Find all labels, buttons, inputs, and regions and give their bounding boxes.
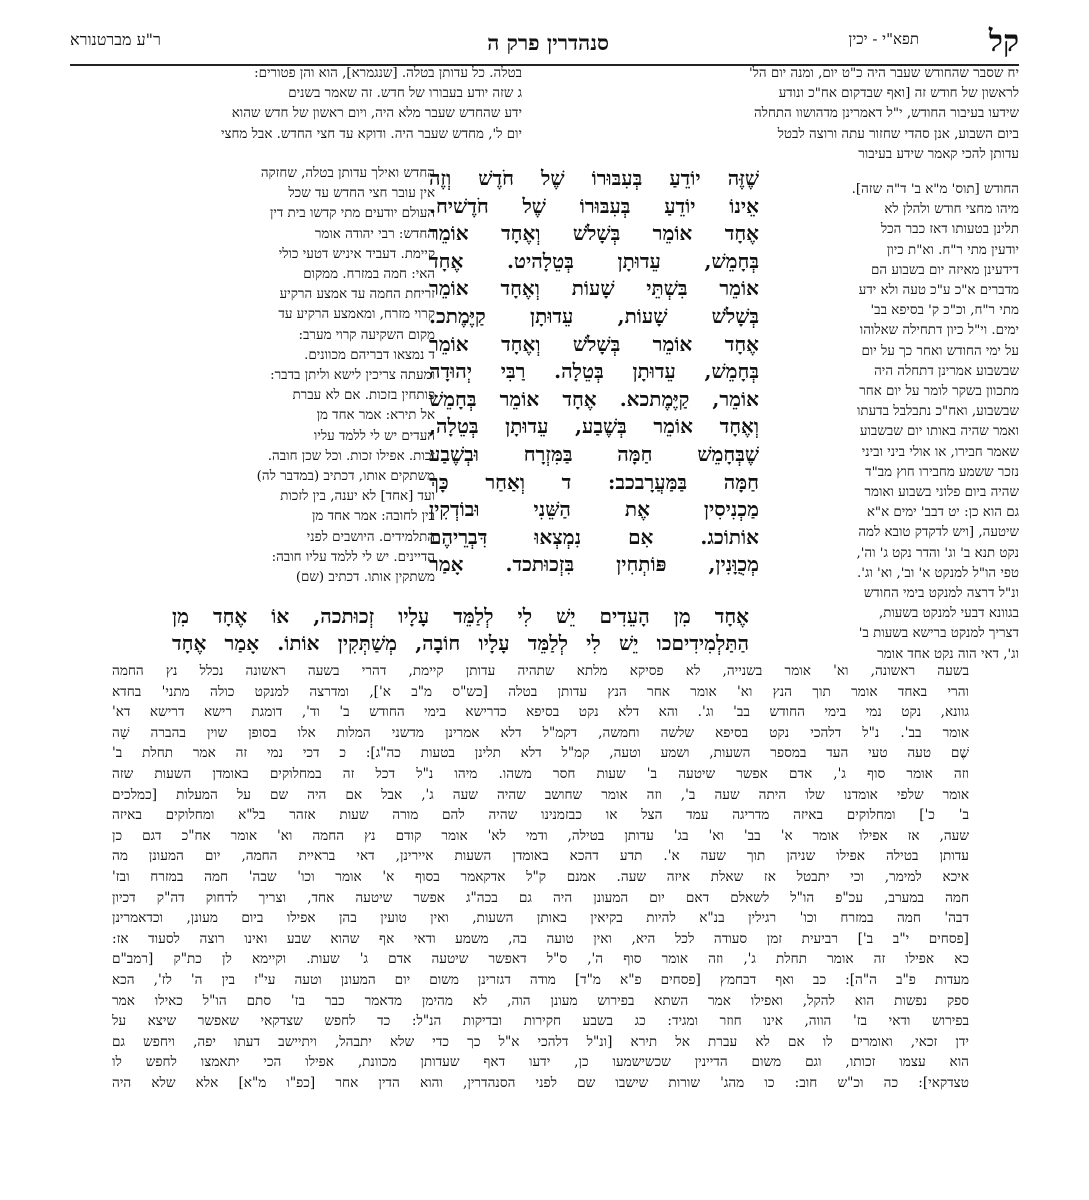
commentary-line: טפי הו"ל למנקט א' וב', וא' וג'. — [857, 565, 1019, 581]
commentary-line: וג', דאי הוה נקט אחד אומר — [877, 646, 1019, 662]
commentary-line: זכות. אפילו זכות. וכל שכן חובה. — [267, 448, 435, 464]
yachin-commentary-top — [529, 64, 1019, 165]
commentary-line: חמה במערב, עכ"פ הו"ל לשאלם דאם יום המעונן היה גם בכה"ג אפשר שיטעה אחד, וצריך לדחוק דה"ק דכיון — [112, 889, 969, 906]
mishnah-line: אֶחָד אוֹמֵר בְּשָׁלֹשׁ וְאֶחָד אוֹמֵר — [429, 221, 759, 246]
commentary-line: שיטעה, [ויש לדקדק טובא למה — [858, 525, 1019, 541]
commentary-line: מיהו מחצי חודש ולהלן לא — [884, 202, 1019, 218]
page-header — [70, 26, 1019, 66]
commentary-line: קיימת. דעביד איניש דטעי כולי — [278, 246, 435, 262]
commentary-line: ד נמצאו דבריהם מכוונים. — [304, 347, 435, 363]
mishnah-line: אֶחָד אוֹמֵר בְּשָׁלֹשׁ וְאֶחָד אוֹמֵר — [429, 331, 759, 356]
commentary-line: מקום השקיעה קרוי מערב: — [298, 327, 435, 343]
commentary-line: טצדקאי]: כה וכ"ש חוב: כו מהג' שורות שישבו שם לפני הסנהדרין, והוא הדין אחר [כפ"ו מ"א] אלא שלא היה — [112, 1074, 969, 1091]
commentary-line: הדיינים. יש לי ללמד עליו חובה: — [271, 549, 435, 565]
tractate-chapter-title: סנהדרין פרק ה — [487, 30, 609, 55]
commentary-line: בפירוש ודאי בז' הווה, אינו חוזר ומגיד: כג בשבע חקירות ובדיקות הנ"ל: כד לחפש שצדקאי שאפשר שיצא על — [112, 1013, 969, 1030]
commentary-line: עדותן בטילה אפילו שניהן תוך שעה א'. תדע דהכא באומדן השעות איירינן, דאי בראיית החמה, יום המעונן מה — [112, 848, 969, 865]
commentary-line: ג שזה יודע בעבורו של חדש. זה שאמר בשנים — [288, 86, 522, 102]
commentary-line: ונ"ל דרצה למנקט בימי החודש — [863, 586, 1019, 602]
commentary-line: אל תירא: אמר אחד מן — [316, 408, 435, 424]
mishnah-line: חַמָּה בַּמַּעֲרָבכב: ד וְאַחַר כָּךְ — [429, 469, 759, 494]
commentary-line: יודעין מתי ר"ח. וא"ת כיון — [886, 242, 1019, 258]
commentary-line: שֶׁם טעה טעי העד במספר השעות, ושמע וטעה, קמ"ל דלא תלינן בטעות כה"ג]: כ דכי נמי זה אמר תחלת ב' — [112, 745, 969, 762]
mishnah-line: אֶחָד מִן הָעֵדִים יֵשׁ לִי לְלַמֵּד עָלָיו זְכוּתכה, אוֹ אֶחָד מִן — [172, 604, 749, 628]
commentary-line: יח שסבר שהחודש שעבר היה כ"ט יום, ומנה יום הל' — [748, 66, 1019, 81]
commentary-line: התלמידים. היושבים לפני — [306, 529, 435, 545]
commentary-line: פותחין בזכות. אם לא עברת — [292, 388, 435, 404]
mishnah-line: בְּשָׁלֹשׁ שָׁעוֹת, עֵדוּתָן קַיֶּמֶתכ. — [429, 303, 759, 328]
commentary-line: הוא עצמו זכותו, וגם משום הדיינין שכשישמעו כן, ידעו דאף שעדותן מכוונת, אפילו הכי יתאמצו לחפש לו — [112, 1054, 969, 1071]
page-number: קל — [988, 24, 1019, 59]
commentary-line: בשעה ראשונה, וא' אומר בשנייה, לא פסיקא מלתא שתהיה עדותן קיימת, דהרי בשעה ראשונה נכלל נץ החמה — [112, 663, 969, 679]
commentary-line: מתי ר"ח, וכ"כ ק' בסיפא בב' — [870, 303, 1019, 319]
commentary-line: אומר שלפי אומדנו שלו היתה שעה ב', וזה אומר שחושב שהיה שעה ג', אבל אם היה שם על המעלות [כמלכים — [112, 786, 969, 803]
mishnah-line: אֵינוֹ יוֹדֵעַ בְּעִבּוּרוֹ שֶׁל חֹדֶשׁיח. — [429, 193, 759, 218]
mishnah-line: וְאֶחָד אוֹמֵר בְּשֶׁבַע, עֵדוּתָן בְּטֵלָה, — [429, 414, 759, 439]
commentary-line: וזה אומר סוף ג', אדם אפשר שיטעה ב' שעות חסר משהו. מיהו נ"ל דכל זה במחלוקים באומדן השעות שזה — [112, 765, 969, 782]
commentary-line: דבה' חמה במזרח וכו' רגילין בנ"א להיות בקיאין באותן השעות, ואין טועין בהן אפילו ביום מעונן, וכדאמרינן — [112, 910, 969, 927]
commentary-line: העדים יש לי ללמד עליו — [313, 428, 435, 444]
mishnah-text-wide — [172, 603, 749, 657]
mishnah-line: בְּחָמֵשׁ, עֵדוּתָן בְּטֵלָהיט. אֶחָד — [429, 248, 759, 273]
commentary-line: עדותן להכי קאמר שידע בעיבור — [858, 146, 1019, 162]
commentary-line: מתכוון בשקר לומר על יום אחר — [859, 384, 1019, 400]
bartenura-commentary-side — [170, 164, 435, 588]
commentary-line: ועד [אחד] לא יענה, בין לזכות — [280, 489, 435, 505]
commentary-line: החדש ואילך עדותן בטלה, שחזקה — [260, 166, 435, 181]
commentary-line: איכא למימר, וכי יתבטל אז שאלת איזה שעה. אמנם ק"ל אדקאמר בסוף א' אומר וכו' שבה' חמה במזרח ובז' — [112, 868, 969, 885]
commentary-line: שבשבוע, ואח"כ נתבלבל בדעתו — [856, 404, 1019, 420]
commentary-line: דידעינן מאיזה יום בשבוע הם — [871, 262, 1019, 278]
commentary-line: תלינן בטעותו דאז כבר הכל — [880, 222, 1019, 238]
commentary-line: בטלה. כל עדותן בטלה. [שנגמרא], הוא והן פטורים: — [254, 66, 522, 81]
commentary-line: על ימי החודש ואחר כך על יום — [861, 343, 1019, 359]
bartenura-commentary-top — [170, 64, 522, 145]
commentary-line: גוונא, נקט נמי בימי החודש בב' וג'. והא דלא נקט בסיפא כדרישא בימי החודש ב' וד', דומגת רישא דרישא דא' — [112, 704, 969, 721]
commentary-line: מעדות פ"ב ה"ה]: כב ואף דבחמץ [פסחים פ"א מ"ד] מודה דגזרינן משום יום המעונן וטעה עי"ז בין ה' לז', הכא — [112, 971, 969, 988]
commentary-line: יום ל', מחדש שעבר היה. ודוקא עד חצי החדש. אבל מחצי — [220, 126, 522, 142]
commentary-line: קרוי מזרח, ומאמצע הרקיע עד — [278, 307, 435, 323]
commentary-line: העולם יודעים מתי קדשו בית דין — [269, 206, 435, 222]
commentary-line: [פסחים י"ב ב'] רביעית זמן סעודה לכל היא, ואין טועה בה, משמע ודאי אף שהוא שבע ואינו רוצה לסעוד אז: — [112, 930, 969, 947]
commentary-line: החדש: רבי יהודה אומר — [314, 226, 435, 242]
yachin-commentary-side — [771, 180, 1019, 665]
mishnah-line: אוֹמֵר בִּשְׁתֵּי שָׁעוֹת וְאֶחָד אוֹמֵר — [429, 276, 759, 301]
commentary-line: משתקין אותו. דכתיב (שם) — [295, 570, 435, 586]
commentary-line: האי: חמה במזרח. ממקום — [303, 267, 435, 283]
commentary-line: ידע שהחדש שעבר מלא היה, ויום ראשון של חדש שהוא — [231, 106, 522, 122]
commentary-line: ידן זכאי, ואומרים לו אם לא עברת אל תירא [ונ"ל דלהכי א"ל כך כדי שלא יתבהל, ויתיישב דעתו יפה, ויחפש גם — [112, 1033, 969, 1050]
commentary-line: נקט תנא ב' וג' והדר נקט ג' וה', — [856, 545, 1019, 561]
mishnah-line: מַכְנִיסִין אֶת הַשֵּׁנִי וּבוֹדְקִין — [429, 497, 759, 522]
commentary-line: ימים. וי"ל כיון דתחילה שאלוהו — [859, 323, 1019, 339]
commentary-line: מדברים א"כ ע"כ טעה ולא ידע — [858, 283, 1019, 299]
commentary-line: נזכר ששמע מחבירו חוץ מב"ד — [865, 464, 1019, 480]
commentary-line: שעה, אז אפילו אומר א' בב' וא' בג' עדותן בטילה, ודמי לא' אומר קודם נץ החמה וא' אומר אח"כ דגם כן — [112, 827, 969, 844]
mishnah-line: בְּחָמֵשׁ, עֵדוּתָן בְּטֵלָה. רַבִּי יְהוּדָה — [429, 359, 759, 384]
commentary-line: ומעתה צריכין לישא וליתן בדבר: — [270, 368, 435, 384]
bartenura-running-title: ר"ע מברטנורא — [70, 30, 161, 49]
commentary-line: שבשבוע אמרינן דתחלה היה — [874, 363, 1019, 379]
commentary-line: ואמר שהיה באותו יום שבשבוע — [859, 424, 1019, 440]
commentary-line: אין עובר חצי החדש עד שכל — [288, 186, 435, 202]
mishnah-line: הַתַּלְמִידִיםכו יֵשׁ לִי לְלַמֵּד עָלָיו חוֹבָה, מְשַׁתְּקִין אוֹתוֹ. אָמַר אֶחָד — [172, 631, 749, 655]
commentary-line: ספק נפשות הוא להקל, ואפילו אמר השתא בפירוש מעונן הוה, לא מהימן מדאמר כבר בז' סתם הו"ל כאילו אמר — [112, 992, 969, 1009]
commentary-line: ביום השבוע, אנן סהדי שחזור עתה ורוצה לבטל — [777, 126, 1019, 142]
yachin-running-title: תפא"י - יכין — [848, 30, 919, 48]
mishnah-line: אוֹמֵר, קַיֶּמֶתכא. אֶחָד אוֹמֵר בְּחָמֵשׁ — [429, 386, 759, 411]
mishnah-line: מְכֻוָּנִין, פּוֹתְחִין בִּזְכוּתכד. אָמַר — [429, 552, 759, 577]
commentary-line: והרי באחד אומר תוך הנץ וא' אומר אחר הנץ עדותן בטלה [כש"ס מ"ב א'], ומדרצה למנקט כולה מתני' בחדא — [112, 683, 969, 700]
commentary-line: החודש [תוס' מ"א ב' ד"ה שזה]. — [851, 182, 1019, 197]
commentary-line: שאמר חבירו, או אולי ביני וביני — [861, 444, 1019, 460]
mishnah-text — [429, 165, 759, 579]
mishnah-line: אוֹתוֹכג. אִם נִמְצְאוּ דִּבְרֵיהֶם — [429, 524, 759, 549]
mishnah-line: שֶׁבְּחָמֵשׁ חַמָּה בַּמִּזְרָח וּבְשֶׁבַע — [429, 441, 759, 466]
yachin-commentary-bottom — [112, 661, 969, 1093]
commentary-line: בין לחובה: אמר אחד מן — [312, 509, 435, 525]
commentary-line: משתקים אותו, דכתיב (במדבר לה) — [256, 469, 435, 485]
commentary-line: זריחת החמה עד אמצע הרקיע — [279, 287, 435, 303]
commentary-line: לראשון של חודש זה [ואף שבדקום אח"כ ונודע — [778, 86, 1019, 102]
commentary-line: שידעו בעיבור החודש, י"ל דאמרינן מדהושוו התחלה — [753, 106, 1019, 122]
commentary-line: דצריך למנקט ברישא בשעות ב' — [858, 626, 1019, 642]
commentary-line: בגוונא דבעי למנקט בשעות, — [878, 606, 1019, 622]
commentary-line: אומר בב'. נ"ל דלהכי נקט בסיפא שלשה וחמשה, דקמ"ל דלא אמרינן מדשני המלות אלו בסופן שוין בהברה שָׁה — [112, 724, 969, 741]
mishnah-line: שֶׁזֶּה יוֹדֵעַ בְּעִבּוּרוֹ שֶׁל חֹדֶשׁ וְזֶה — [429, 166, 759, 190]
commentary-line: גם הוא כן: יט דבב' ימים א"א — [866, 505, 1019, 521]
commentary-line: שהיה ביום פלוני בשבוע ואומר — [864, 485, 1019, 501]
commentary-line: ב' כ'] ומחלוקים באיזה מדריגה עמד הצל או כבזמנינו שהיה להם מורה שעות אזהר בל"א ומחלוקים באיזה — [112, 807, 969, 824]
commentary-line: כא אפילו זה אומר תחלת ג', וזה אומר סוף ה', ס"ל דאפשר שיטעה אדם ג' שעות. וקיימא לן כת"ק [רמב"ם — [112, 951, 969, 968]
